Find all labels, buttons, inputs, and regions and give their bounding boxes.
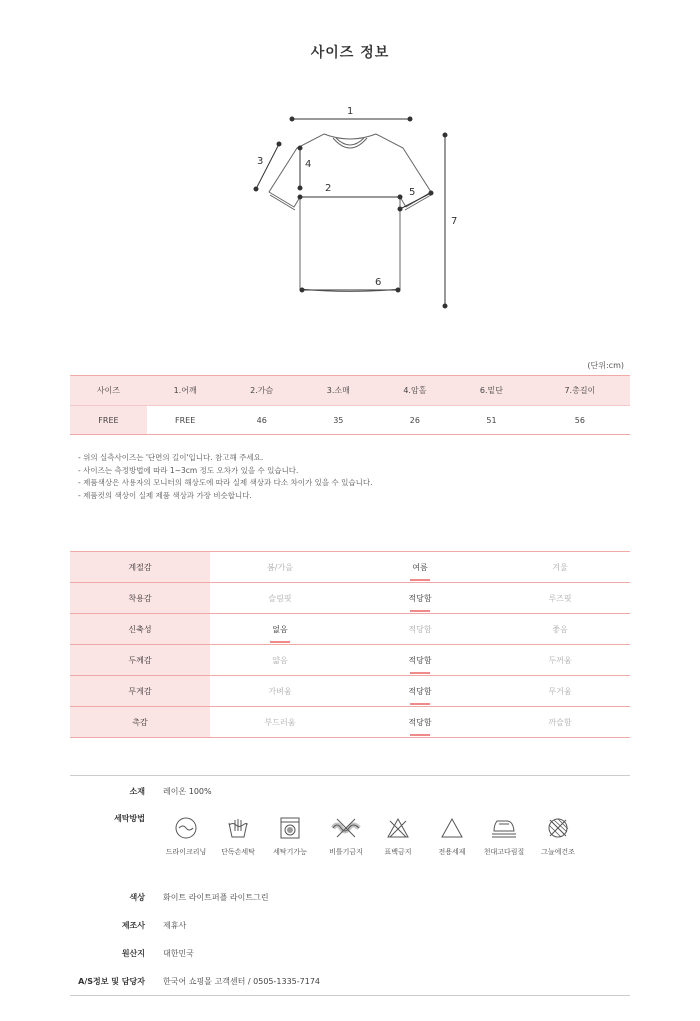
iron-cloth-icon: [491, 817, 517, 839]
care-label: 그늘에건조: [541, 848, 575, 856]
feel-option-selected: 적당함: [350, 676, 490, 707]
measure-label-6: 6: [375, 277, 382, 288]
feel-option-selected: 여름: [350, 552, 490, 583]
feel-row: [70, 552, 630, 583]
care-label: 세탁기가능: [273, 848, 307, 856]
size-header-cell: 7.총길이: [530, 376, 630, 406]
no-wring-icon: [331, 817, 361, 839]
feel-row: [70, 614, 630, 645]
unit-label: (단위:cm): [587, 361, 624, 370]
care-item: [426, 817, 478, 857]
feel-option: 봄/가을: [210, 552, 350, 583]
measure-label-4: 4: [305, 159, 312, 170]
care-item: [478, 817, 530, 857]
color-label: 색상: [129, 893, 145, 902]
origin-value: 대한민국: [163, 949, 194, 958]
size-cell: 26: [377, 406, 454, 435]
size-notes: [78, 452, 373, 502]
feel-option: 부드러움: [210, 707, 350, 738]
note-line: - 사이즈는 측정방법에 따라 1~3cm 정도 오차가 있을 수 있습니다.: [78, 465, 299, 475]
care-label: 표백금지: [384, 848, 412, 856]
detergent-icon: [440, 817, 464, 839]
maker-label: 제조사: [121, 921, 145, 930]
feel-option-selected: 없음: [210, 614, 350, 645]
size-cell: 46: [223, 406, 300, 435]
feel-category: 두께감: [70, 645, 210, 676]
care-label: 전용세제: [438, 848, 466, 856]
size-table-header: [70, 376, 630, 406]
size-header-cell: 2.가슴: [223, 376, 300, 406]
dry-clean-icon: [174, 817, 198, 839]
maker-value: 제휴사: [163, 921, 187, 930]
feel-option: 적당함: [350, 614, 490, 645]
page-title: 사이즈 정보: [310, 45, 390, 61]
info-divider-bottom: [70, 995, 630, 996]
feel-option: 무거움: [490, 676, 630, 707]
fit-feel-table: [70, 551, 630, 738]
washing-machine-icon: [278, 817, 302, 839]
measure-label-1: 1: [347, 106, 354, 117]
material-value: 레이온 100%: [163, 787, 212, 796]
feel-category: 계절감: [70, 552, 210, 583]
feel-row: [70, 645, 630, 676]
tshirt-measure-diagram: [240, 100, 470, 315]
no-bleach-icon: [386, 817, 410, 839]
shade-dry-icon: [545, 817, 571, 839]
feel-option: 겨울: [490, 552, 630, 583]
measure-label-5: 5: [409, 187, 416, 198]
measure-label-2: 2: [325, 183, 332, 194]
care-item: [532, 817, 584, 857]
info-divider-top: [70, 775, 630, 776]
feel-option-selected: 적당함: [350, 645, 490, 676]
note-line: - 제품색상은 사용자의 모니터의 해상도에 따라 실제 색상과 다소 차이가 있을 수 있습니다.: [78, 478, 373, 487]
note-line: - 위의 실측사이즈는 '단면의 길이'입니다. 참고해 주세요.: [78, 453, 264, 462]
hand-wash-icon: [226, 817, 250, 839]
feel-option: 루즈핏: [490, 583, 630, 614]
care-item: [372, 817, 424, 857]
measure-label-3: 3: [257, 156, 264, 167]
note-line: - 제품컷의 색상이 실제 제품 색상과 가장 비슷합니다.: [78, 490, 252, 500]
feel-row: [70, 676, 630, 707]
size-table: [70, 375, 630, 435]
material-label: 소재: [129, 787, 145, 796]
care-label: 드라이크리닝: [165, 848, 207, 856]
feel-category: 신축성: [70, 614, 210, 645]
size-cell: 35: [300, 406, 377, 435]
feel-category: 촉감: [70, 707, 210, 738]
wash-label: 세탁방법: [114, 814, 145, 823]
tshirt-outline: [269, 134, 431, 292]
feel-option-selected: 적당함: [350, 583, 490, 614]
care-item: [212, 817, 264, 857]
size-cell: FREE: [70, 406, 147, 435]
care-item: [264, 817, 316, 857]
size-header-cell: 1.어깨: [147, 376, 224, 406]
feel-category: 무게감: [70, 676, 210, 707]
size-cell: 51: [453, 406, 530, 435]
size-cell: 56: [530, 406, 630, 435]
feel-row: [70, 707, 630, 738]
color-value: 화이트 라이트퍼플 라이트그린: [163, 893, 269, 902]
care-label: 천대고다림질: [483, 848, 525, 856]
feel-option: 까슬함: [490, 707, 630, 738]
as-label: A/S정보 및 담당자: [78, 977, 145, 986]
size-table-row: [70, 406, 630, 435]
size-header-cell: 6.밑단: [453, 376, 530, 406]
feel-option: 좋음: [490, 614, 630, 645]
feel-option-selected: 적당함: [350, 707, 490, 738]
care-icons: [160, 817, 590, 867]
care-label: 단독손세탁: [221, 848, 255, 856]
feel-category: 착용감: [70, 583, 210, 614]
feel-option: 얇음: [210, 645, 350, 676]
care-label: 비틀기금지: [329, 848, 363, 856]
size-cell: FREE: [147, 406, 224, 435]
feel-row: [70, 583, 630, 614]
care-item: [160, 817, 212, 857]
size-header-cell: 사이즈: [70, 376, 147, 406]
feel-option: 가벼움: [210, 676, 350, 707]
origin-label: 원산지: [121, 949, 145, 958]
feel-option: 슬림핏: [210, 583, 350, 614]
measure-label-7: 7: [451, 216, 458, 227]
size-header-cell: 4.암홀: [377, 376, 454, 406]
care-item: [320, 817, 372, 857]
feel-option: 두꺼움: [490, 645, 630, 676]
size-header-cell: 3.소매: [300, 376, 377, 406]
as-value: 한국어 쇼핑몰 고객센터 / 0505-1335-7174: [163, 977, 320, 986]
